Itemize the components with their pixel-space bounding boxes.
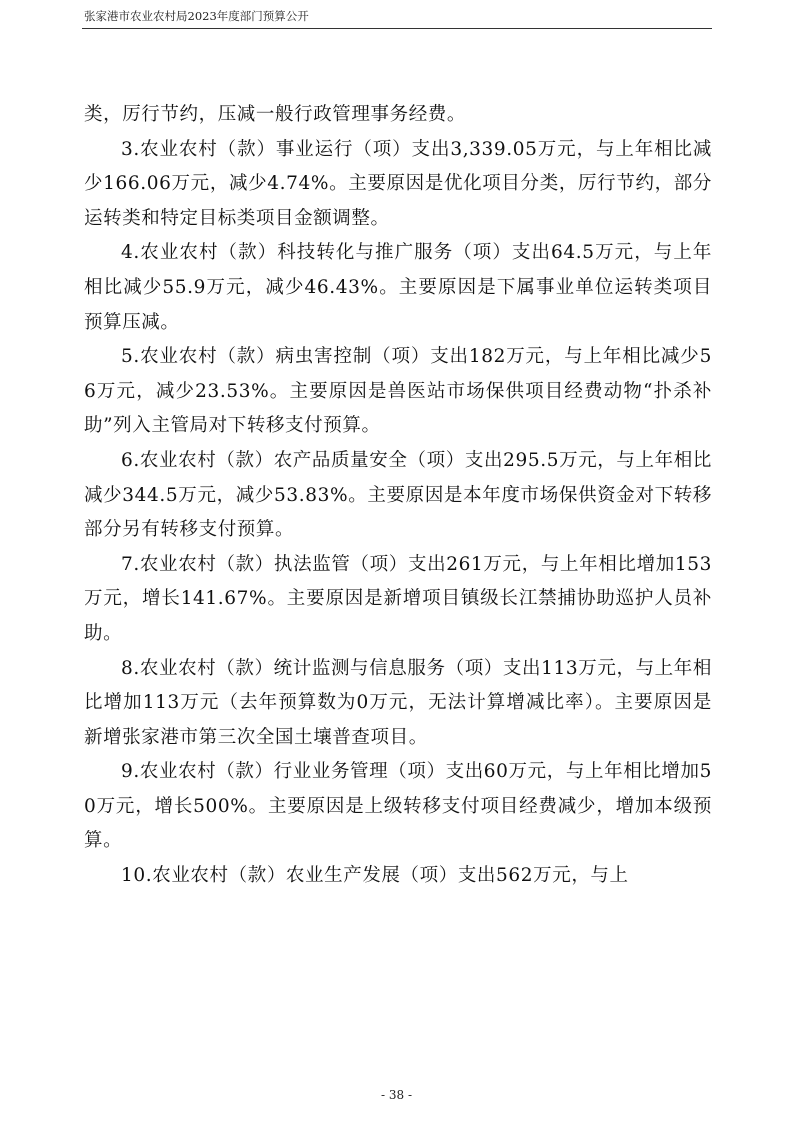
page-number: - 38 - xyxy=(380,1088,412,1102)
paragraph-continuation: 类，厉行节约，压减一般行政管理事务经费。 xyxy=(84,104,467,125)
document-body xyxy=(84,98,712,894)
paragraph-item-9: 9.农业农村（款）行业业务管理（项）支出60万元，与上年相比增加50万元，增长500%。主要原因是上级转移支付项目经费减少，增加本级预算。 xyxy=(84,761,712,852)
paragraph-item-5: 5.农业农村（款）病虫害控制（项）支出182万元，与上年相比减少56万元，减少23.53%。主要原因是兽医站市场保供项目经费动物“扑杀补助”列入主管局对下转移支付预算。 xyxy=(84,346,712,437)
paragraph-item-6: 6.农业农村（款）农产品质量安全（项）支出295.5万元，与上年相比减少344.5万元，减少53.83%。主要原因是本年度市场保供资金对下转移部分另有转移支付预算。 xyxy=(84,449,712,541)
paragraph-item-7: 7.农业农村（款）执法监管（项）支出261万元，与上年相比增加153万元，增长141.67%。主要原因是新增项目镇级长江禁捕协助巡护人员补助。 xyxy=(84,553,712,644)
paragraph-item-10: 10.农业农村（款）农业生产发展（项）支出562万元，与上 xyxy=(121,865,629,887)
paragraph-item-8: 8.农业农村（款）统计监测与信息服务（项）支出113万元，与上年相比增加113万元（去年预算数为0万元，无法计算增减比率）。主要原因是新增张家港市第三次全国土壤普查项目。 xyxy=(84,657,712,748)
paragraph-item-4: 4.农业农村（款）科技转化与推广服务（项）支出64.5万元，与上年相比减少55.9万元，减少46.43%。主要原因是下属事业单位运转类项目预算压减。 xyxy=(84,242,712,333)
header-divider xyxy=(82,28,712,29)
document-header-title: 张家港市农业农村局2023年度部门预算公开 xyxy=(84,9,309,23)
paragraph-item-3: 3.农业农村（款）事业运行（项）支出3,339.05万元，与上年相比减少166.06万元，减少4.74%。主要原因是优化项目分类，厉行节约，部分运转类和特定目标类项目金额调整。 xyxy=(84,138,712,229)
